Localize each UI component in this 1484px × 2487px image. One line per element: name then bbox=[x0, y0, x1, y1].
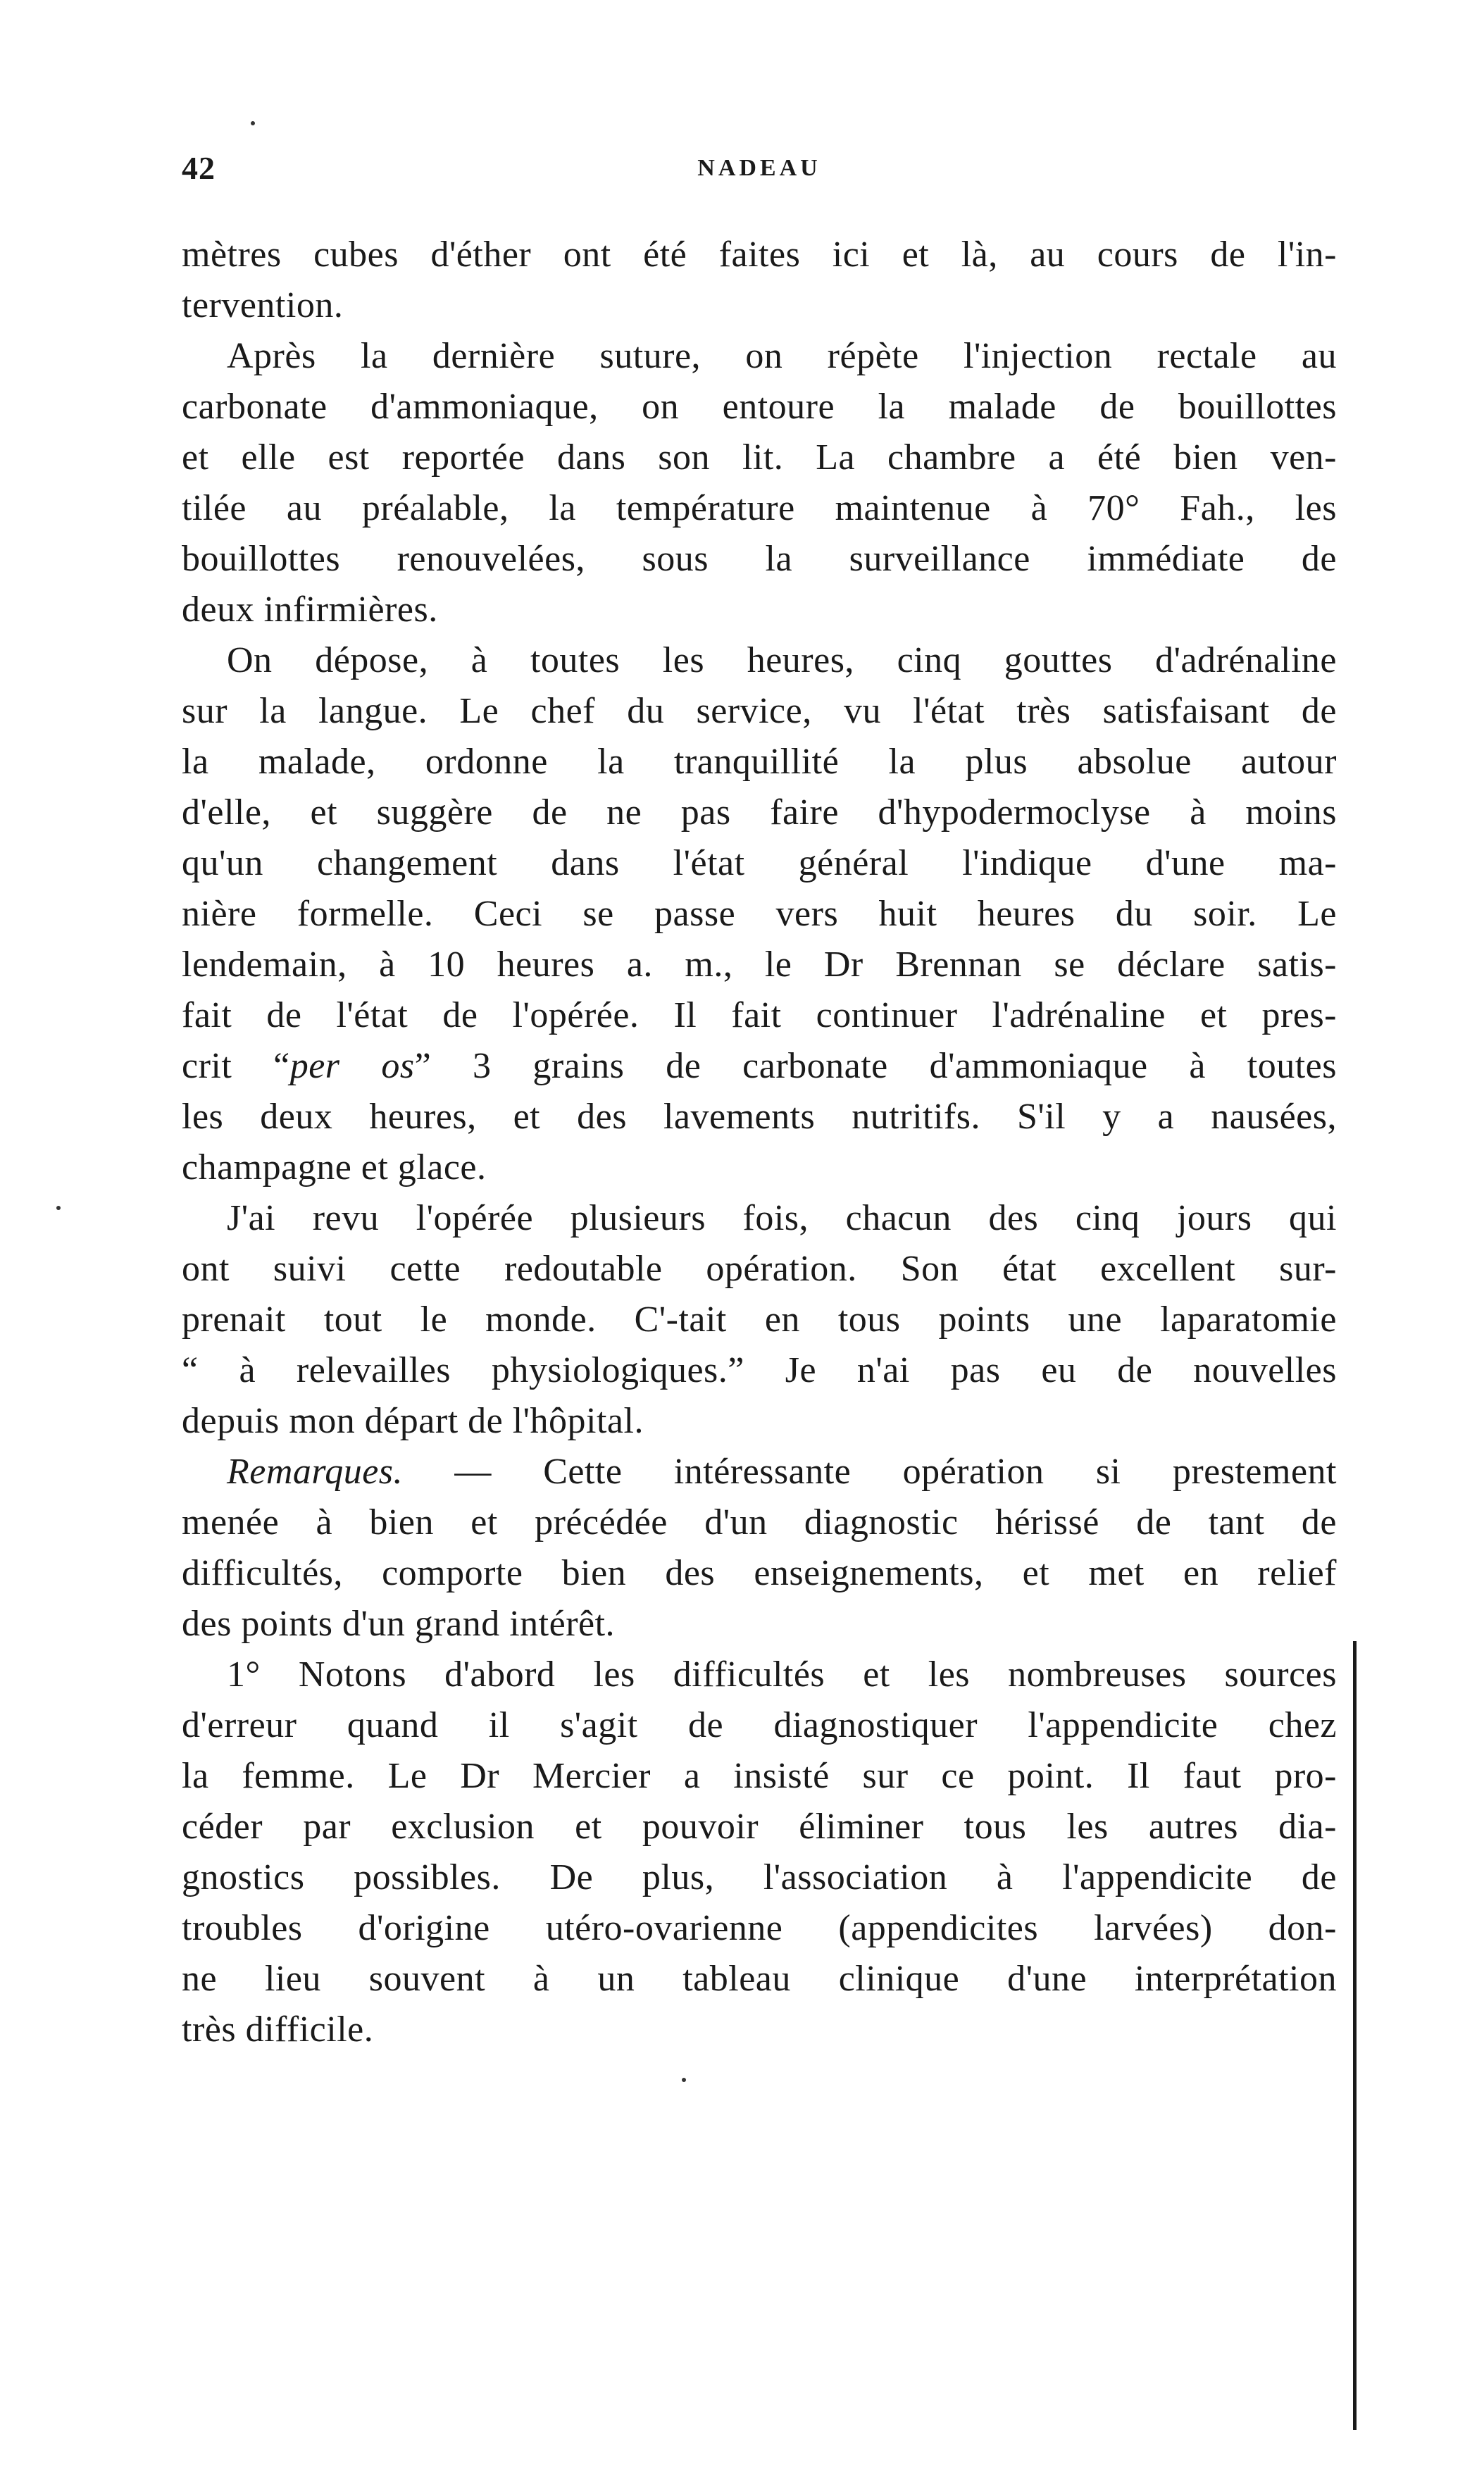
text-line: tervention. bbox=[182, 285, 344, 325]
text-line: qu'un changement dans l'état général l'indique d'une ma- bbox=[182, 843, 1337, 883]
text-line: et elle est reportée dans son lit. La chambre a été bien ven- bbox=[182, 437, 1337, 478]
text-line: tilée au préalable, la température maintenue à 70° Fah., les bbox=[182, 488, 1337, 528]
running-title: NADEAU bbox=[697, 155, 821, 181]
scan-speck bbox=[682, 2078, 686, 2082]
text-line: bouillottes renouvelées, sous la surveillance immédiate de bbox=[182, 539, 1337, 579]
text-line: troubles d'origine utéro-ovarienne (appendicites larvées) don- bbox=[182, 1908, 1337, 1948]
crit-suffix: ” 3 grains de carbonate d'ammoniaque à toutes bbox=[414, 1046, 1337, 1086]
text-line: “ à relevailles physiologiques.” Je n'ai pas eu de nouvelles bbox=[182, 1350, 1337, 1390]
remarques-rest: — Cette intéressante opération si prestement bbox=[403, 1452, 1337, 1492]
scan-speck bbox=[251, 121, 255, 125]
text-line: gnostics possibles. De plus, l'association à l'appendicite de bbox=[182, 1857, 1337, 1897]
per-os-italic: per os bbox=[289, 1046, 415, 1086]
paragraph-start: 1° Notons d'abord les difficultés et les nombreuses sources bbox=[227, 1654, 1337, 1695]
paragraph-start: J'ai revu l'opérée plusieurs fois, chacun des cinq jours qui bbox=[227, 1198, 1337, 1238]
text-line: d'erreur quand il s'agit de diagnostiquer l'appendicite chez bbox=[182, 1705, 1337, 1745]
remarques-line bbox=[182, 1447, 1337, 1497]
text-line: carbonate d'ammoniaque, on entoure la malade de bouillottes bbox=[182, 387, 1337, 427]
text-line: la malade, ordonne la tranquillité la plus absolue autour bbox=[182, 742, 1337, 782]
text-line: difficultés, comporte bien des enseignements, et met en relief bbox=[182, 1553, 1337, 1593]
text-line: lendemain, à 10 heures a. m., le Dr Brennan se déclare satis- bbox=[182, 945, 1337, 985]
text-line: ne lieu souvent à un tableau clinique d'une interprétation bbox=[182, 1959, 1337, 1999]
text-line: menée à bien et précédée d'un diagnostic hérissé de tant de bbox=[182, 1502, 1337, 1542]
text-line: des points d'un grand intérêt. bbox=[182, 1604, 616, 1644]
text-line-per-os bbox=[182, 1041, 1337, 1092]
text-line: d'elle, et suggère de ne pas faire d'hypodermoclyse à moins bbox=[182, 792, 1337, 833]
paragraph-start: Après la dernière suture, on répète l'injection rectale au bbox=[227, 336, 1337, 376]
text-line: céder par exclusion et pouvoir éliminer tous les autres dia- bbox=[182, 1807, 1337, 1847]
text-line: fait de l'état de l'opérée. Il fait continuer l'adrénaline et pres- bbox=[182, 995, 1337, 1035]
text-line: deux infirmières. bbox=[182, 590, 438, 630]
text-line: ont suivi cette redoutable opération. Son état excellent sur- bbox=[182, 1249, 1337, 1289]
scan-speck bbox=[56, 1206, 61, 1210]
scan-margin-edge bbox=[1353, 1641, 1357, 2430]
text-line: prenait tout le monde. C'-tait en tous points une laparatomie bbox=[182, 1299, 1337, 1340]
text-line: les deux heures, et des lavements nutritifs. S'il y a nausées, bbox=[182, 1097, 1337, 1137]
text-line: la femme. Le Dr Mercier a insisté sur ce point. Il faut pro- bbox=[182, 1756, 1337, 1796]
text-line: mètres cubes d'éther ont été faites ici et là, au cours de l'in- bbox=[182, 235, 1337, 275]
text-line: très difficile. bbox=[182, 2009, 374, 2050]
text-line: sur la langue. Le chef du service, vu l'état très satisfaisant de bbox=[182, 691, 1337, 731]
text-line: depuis mon départ de l'hôpital. bbox=[182, 1401, 644, 1441]
paragraph-start: On dépose, à toutes les heures, cinq gouttes d'adrénaline bbox=[227, 640, 1337, 680]
crit-prefix: crit “ bbox=[182, 1046, 290, 1086]
running-head bbox=[182, 149, 1337, 192]
text-line: champagne et glace. bbox=[182, 1147, 487, 1188]
text-line: nière formelle. Ceci se passe vers huit heures du soir. Le bbox=[182, 894, 1337, 934]
remarques-label: Remarques. bbox=[227, 1452, 404, 1492]
page-number: 42 bbox=[182, 150, 216, 186]
body-text bbox=[182, 230, 1337, 2055]
